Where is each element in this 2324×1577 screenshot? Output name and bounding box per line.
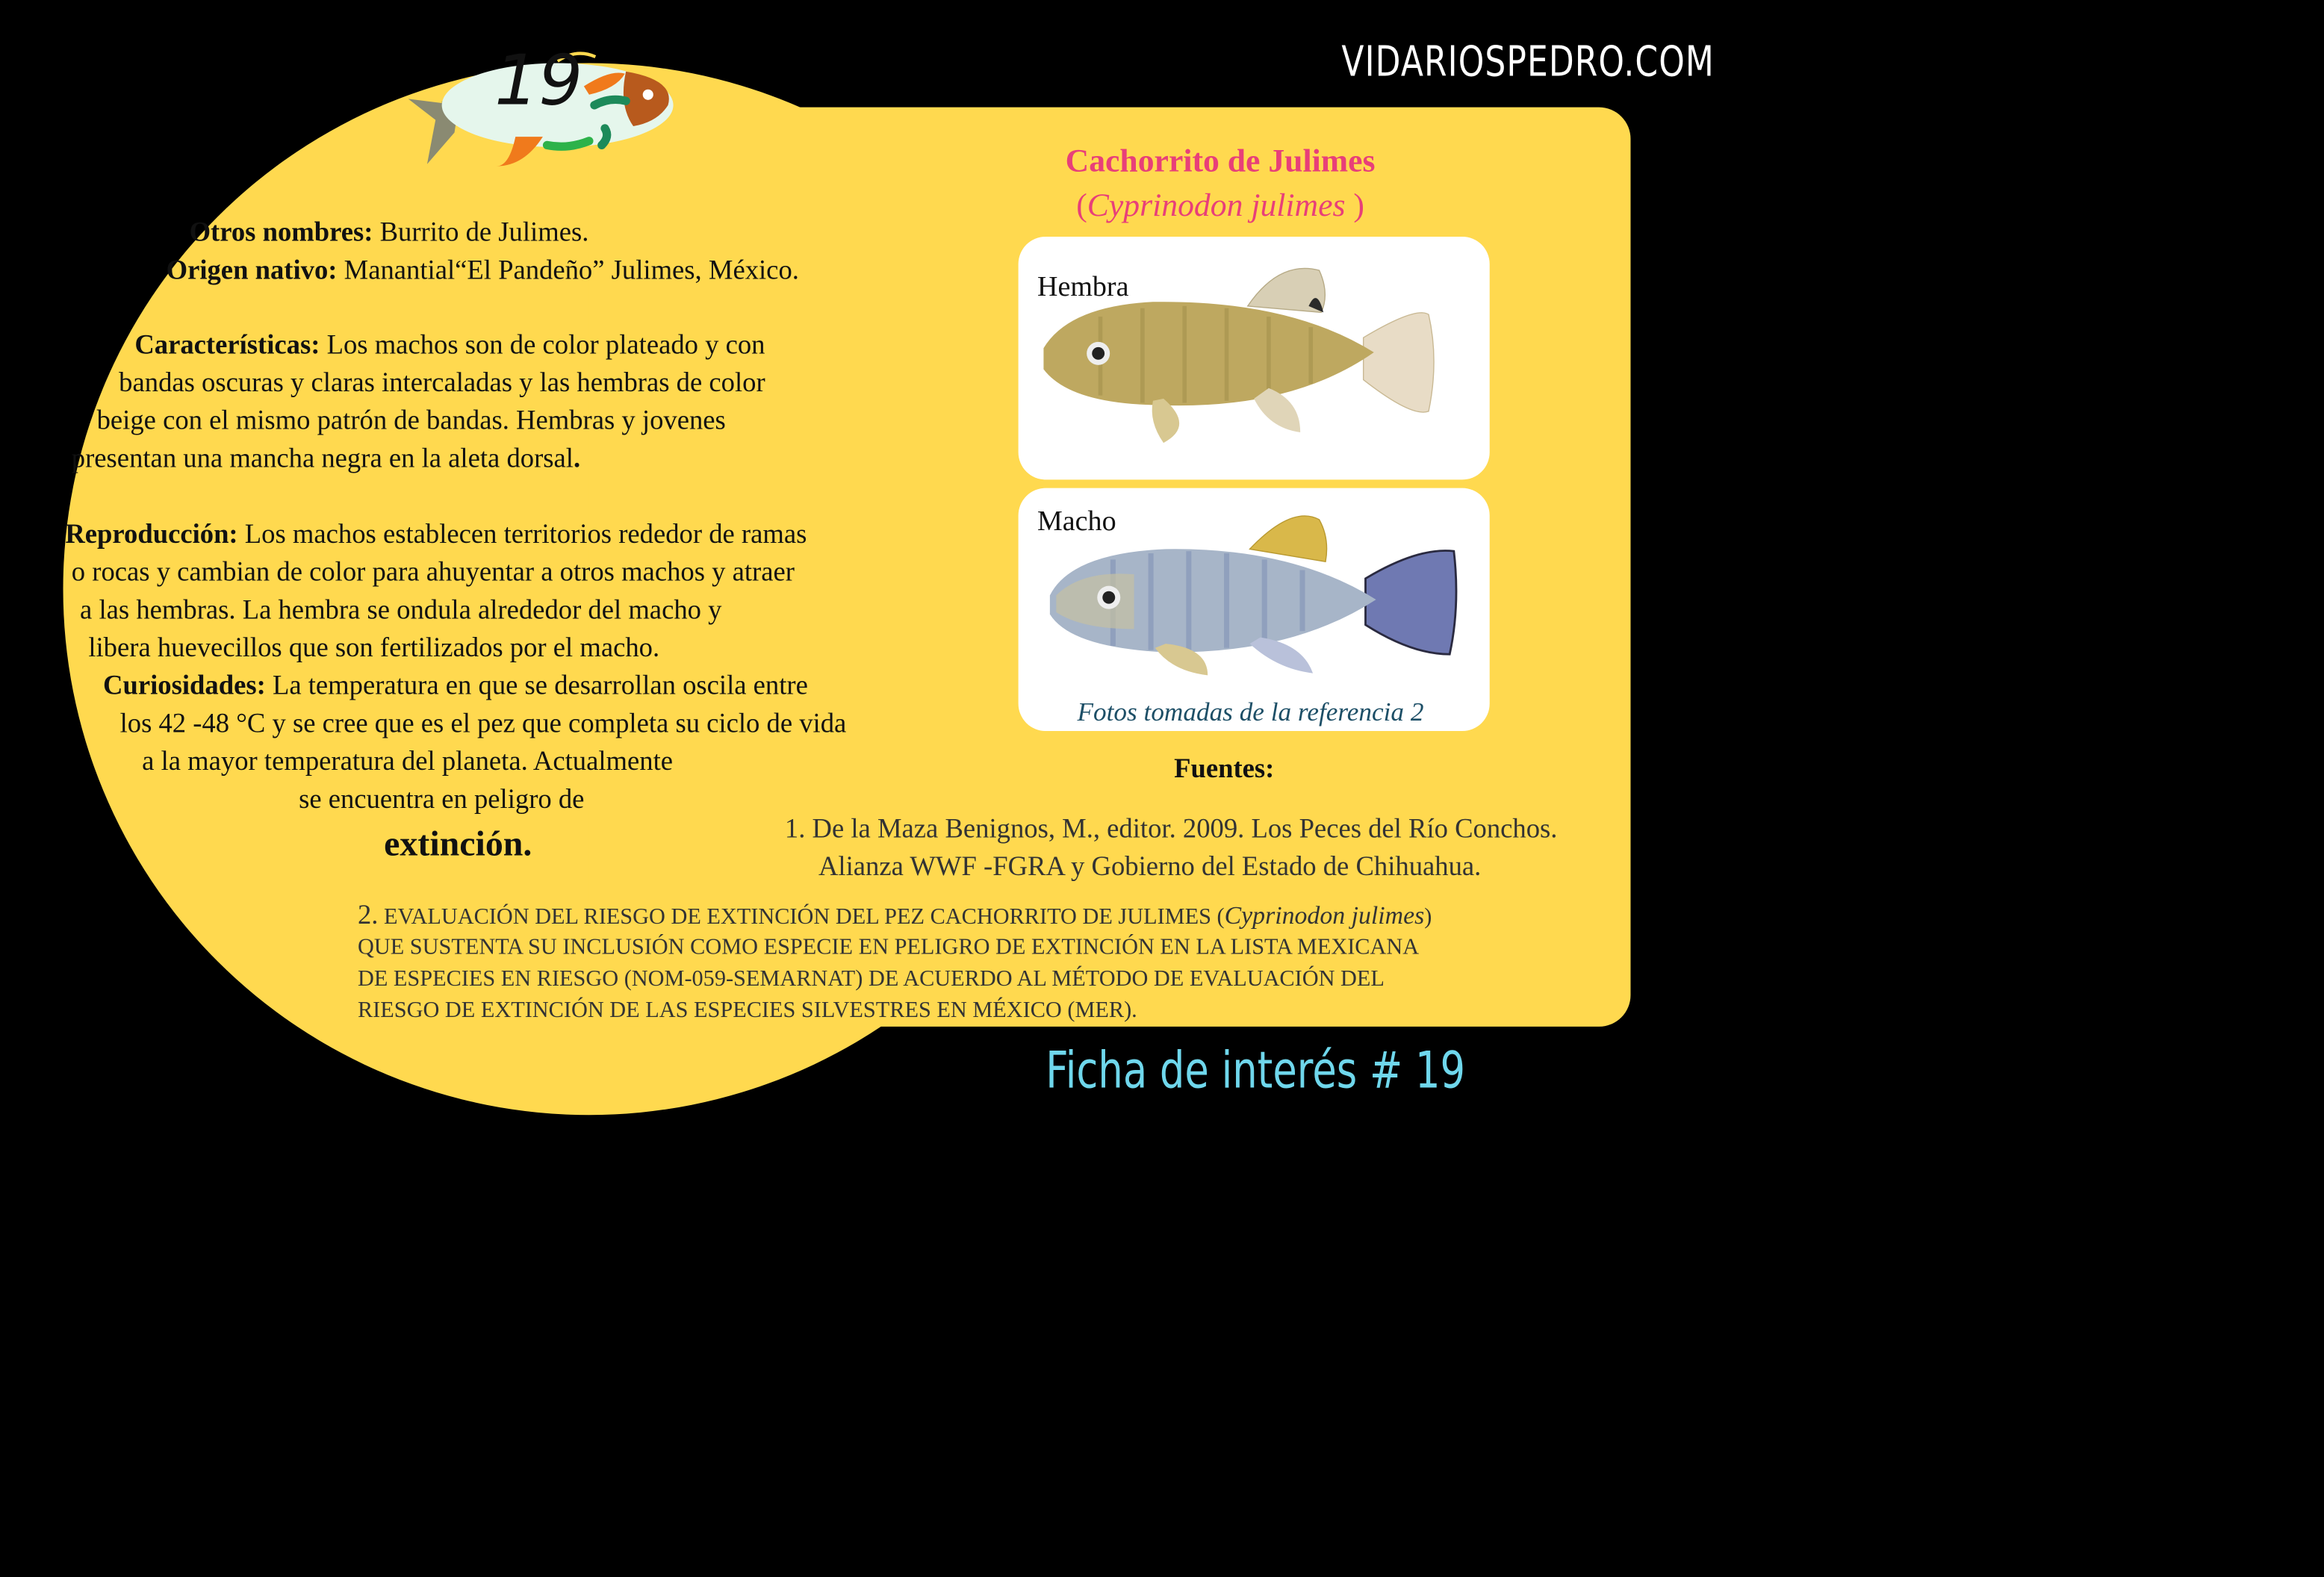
curiosidades-line: los 42 -48 °C y se cree que es el pez que completa su ciclo de vida xyxy=(119,708,847,738)
curiosidades-line: Curiosidades: La temperatura en que se desarrollan oscila entre xyxy=(103,670,808,701)
reference-2-line: 2. EVALUACIÓN DEL RIESGO DE EXTINCIÓN DEL PEZ CACHORRITO DE JULIMES (Cyprinodon julimes) xyxy=(357,899,1432,930)
reproduccion-line: libera huevecillos que son fertilizados por el macho. xyxy=(88,632,660,663)
reproduccion-line: o rocas y cambian de color para ahuyentar a otros machos y atraer xyxy=(71,556,795,588)
female-fish-image xyxy=(1037,264,1458,454)
photo-caption: Fotos tomadas de la referencia 2 xyxy=(1077,698,1424,727)
caracteristicas-line: presentan una mancha negra en la aleta dorsal. xyxy=(71,443,581,473)
curiosidades-line: a la mayor temperatura del planeta. Actualmente xyxy=(142,745,674,777)
sources-heading: Fuentes: xyxy=(1174,753,1275,784)
reference-2-line: QUE SUSTENTA SU INCLUSIÓN COMO ESPECIE EN PELIGRO DE EXTINCIÓN EN LA LISTA MEXICANA xyxy=(357,933,1420,959)
caracteristicas-line: bandas oscuras y claras intercaladas y las hembras de color xyxy=(119,367,765,398)
origen-nativo: Origen nativo: Manantial“El Pandeño” Julimes, México. xyxy=(166,254,799,285)
female-label: Hembra xyxy=(1037,270,1129,302)
reference-2-line: DE ESPECIES EN RIESGO (NOM-059-SEMARNAT) DE ACUERDO AL MÉTODO DE EVALUACIÓN DEL xyxy=(357,965,1385,991)
badge-number: 19 xyxy=(494,40,583,122)
species-scientific-name: (Cyprinodon julimes ) xyxy=(1076,186,1364,223)
otros-nombres: Otros nombres: Burrito de Julimes. xyxy=(189,217,589,248)
reference-2-line: RIESGO DE EXTINCIÓN DE LAS ESPECIES SILVESTRES EN MÉXICO (MER). xyxy=(357,997,1137,1023)
caracteristicas-line: beige con el mismo patrón de bandas. Hembras y jovenes xyxy=(96,405,726,436)
male-fish-image xyxy=(1050,511,1460,679)
ficha-footer: Ficha de interés # 19 xyxy=(1046,1041,1466,1101)
reproduccion-line: a las hembras. La hembra se ondula alrededor del macho y xyxy=(80,594,722,625)
extincion-word: extinción. xyxy=(384,824,532,864)
caracteristicas-line: Características: Los machos son de color plateado y con xyxy=(134,329,765,360)
male-label: Macho xyxy=(1037,505,1116,537)
female-photo-card xyxy=(1019,237,1490,479)
male-photo-card xyxy=(1019,488,1490,731)
reproduccion-line: Reproducción: Los machos establecen territorios rededor de ramas xyxy=(65,518,807,550)
curiosidades-line: se encuentra en peligro de xyxy=(299,783,585,815)
reference-1: Alianza WWF -FGRA y Gobierno del Estado de Chihuahua. xyxy=(818,850,1482,882)
reference-1: 1. De la Maza Benignos, M., editor. 2009. Los Peces del Río Conchos. xyxy=(784,812,1558,844)
species-common-name: Cachorrito de Julimes xyxy=(1065,142,1376,179)
website-link[interactable]: VIDARIOSPEDRO.COM xyxy=(1341,37,1715,87)
